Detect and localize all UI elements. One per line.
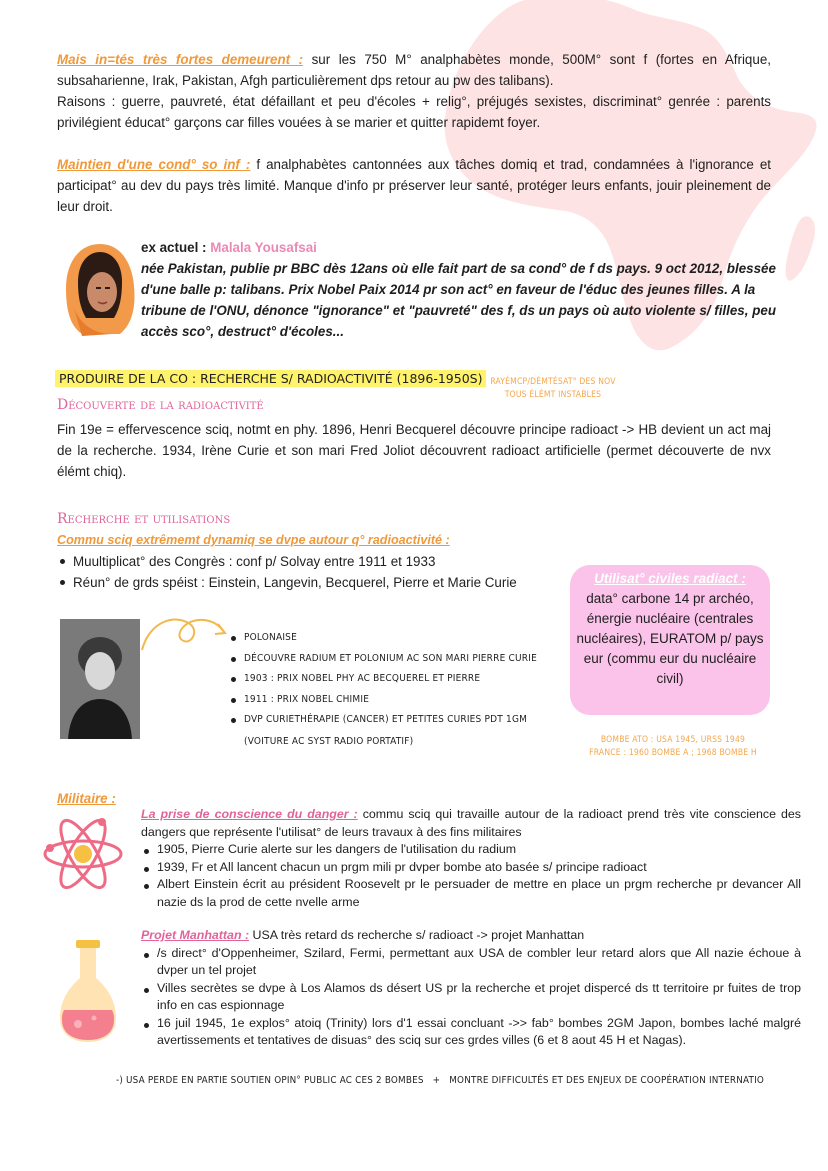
list-item: Albert Einstein écrit au président Roosevelt pr le persuader de mettre en place un prgm recherche pr devancer All nazie ds la prod de cette nvelle arme (141, 876, 801, 911)
list-item: /s direct° d'Oppenheimer, Szilard, Fermi, permettant aux USA de combler leur retard alors que All nazie échoue à dvper un tel projet (141, 945, 801, 980)
list-item: DVP CURIETHÉRAPIE (CANCER) ET PETITES CURIES PDT 1GM (228, 710, 568, 731)
atom-icon (40, 814, 126, 894)
military-heading-wrapper (57, 788, 116, 809)
inequalities-paragraph (57, 49, 771, 133)
bomb-note (588, 734, 758, 760)
side-note-line-1: RAYÉMCP/DÉMTÉSAT° DES NOV (490, 377, 616, 387)
inferior-condition-paragraph (57, 154, 771, 217)
list-item: 1939, Fr et All lancent chacun un prgm mili pr dvper bombe ato basée s/ principe radioact (141, 859, 801, 877)
inequalities-heading: Mais in=tés très fortes demeurent : (57, 52, 304, 67)
list-item: 1905, Pierre Curie alerte sur les dangers de l'utilisation du radium (141, 841, 801, 859)
inferior-condition-text: f analphabètes cantonnées aux tâches domiq et trad, condamnées à l'ignorance et participat° au dev du pays très limité. Manque d'info pr préserver leur santé, protéger leurs enfants, jouir pleinement de leur droit. (57, 157, 771, 214)
research-bullets (57, 551, 557, 593)
danger-awareness-bullets (141, 841, 801, 911)
malala-illustration (60, 238, 142, 338)
list-item: 16 juil 1945, 1e explos° atoiq (Trinity) lors d'1 essai concluant ->> fab° bombes 2GM Japon, bombes laché malgré avertissements et tentatives de disuas° des sciq sur ces grdes villes (6 et 8 aout 45 H et Nagas). (141, 1015, 801, 1050)
list-item: Réun° de grds spéist : Einstein, Langevin, Becquerel, Pierre et Marie Curie (57, 572, 557, 593)
research-subheading: Commu sciq extrêmemt dynamiq se dvpe autour q° radioactivité : (57, 533, 450, 547)
side-note-line-2: TOUS ÉLÉMT INSTABLES (504, 390, 602, 400)
list-item: 1903 : PRIX NOBEL PHY AC BECQUEREL ET PIERRE (228, 669, 568, 690)
discovery-text: Fin 19e = effervescence sciq, notmt en phy. 1896, Henri Becquerel découvre principe radioact -> HB devient un act maj de la recherche. 1934, Irène Curie et son mari Fred Joliot découvrent radioact artificielle (permet découverte de nvx élémt chiq). (57, 422, 771, 479)
bomb-note-line-1: BOMBE ATO : USA 1945, URSS 1949 (600, 735, 746, 745)
inferior-condition-heading: Maintien d'une cond° so inf : (57, 157, 251, 172)
danger-awareness-text: commu sciq qui travaille autour de la radioact prend très vite conscience des dangers que représente l'utilisat° de leurs travaux à des fins militaires (141, 807, 802, 839)
list-item: 1911 : PRIX NOBEL CHIMIE (228, 690, 568, 711)
section-title: PRODUIRE DE LA CO : RECHERCHE S/ RADIOACTIVITÉ (1896-1950S) (55, 370, 486, 387)
curie-bullets (228, 628, 568, 731)
reasons-text: Raisons : guerre, pauvreté, état défaillant et peu d'écoles + relig°, préjugés sexistes, discriminat° genrée : parents privilégient éducat° garçons car filles vouées à se marier et quitter rapidemt foyer. (57, 94, 771, 130)
flask-icon (56, 938, 120, 1046)
side-note (488, 376, 618, 402)
manhattan-block (141, 927, 801, 1050)
civil-uses-text: data° carbone 14 pr archéo, énergie nucléaire (centrales nucléaires), EURATOM p/ pays eur (commu eur du nucléaire civil) (576, 591, 764, 686)
manhattan-heading: Projet Manhattan : (141, 928, 250, 942)
example-label: ex actuel : (141, 240, 211, 255)
research-title: Recherche et utilisations (57, 511, 231, 527)
manhattan-bullets (141, 945, 801, 1050)
list-item: DÉCOUVRE RADIUM ET POLONIUM AC SON MARI PIERRE CURIE (228, 649, 568, 670)
list-item: Villes secrètes se dvpe à Los Alamos ds désert US pr la recherche et projet disperсé ds tt territoire pr fuites de trop info en cas espionnage (141, 980, 801, 1015)
civil-uses-box (570, 565, 770, 715)
danger-awareness-heading: La prise de conscience du danger : (141, 807, 358, 821)
section-title-wrapper (55, 368, 486, 389)
research-subheading-wrapper (57, 530, 450, 551)
danger-awareness-block (141, 806, 801, 911)
curie-bullet-continuation: (VOITURE AC SYST RADIO PORTATIF) (244, 736, 414, 747)
manhattan-text: USA très retard ds recherche s/ radioact -> projet Manhattan (249, 928, 585, 942)
conclusion-footer: -) USA PERDE EN PARTIE SOUTIEN OPIN° PUBLIC AC CES 2 BOMBES + MONTRE DIFFICULTÉS ET DES ENJEUX DE COOPÉRATION INTERNATIO (116, 1075, 765, 1086)
curly-arrow-icon (138, 610, 230, 654)
malala-name: Malala Yousafsai (210, 240, 317, 255)
malala-text: née Pakistan, publie pr BBC dès 12ans où elle fait part de sa cond° de f ds pays. 9 oct 2012, blessée d'une balle p: talibans. Prix Nobel Paix 2014 pr son act° en faveur de l'éduc des jeunes filles. A la tribune de l'ONU, dénonce "ignorance" et "pauvreté" des f, ds un pays où auto violente s/ filles, peu accès sco°, destruct° d'écoles... (141, 261, 776, 339)
list-item: POLONAISE (228, 628, 568, 649)
military-heading: Militaire : (57, 791, 116, 806)
malala-block (141, 237, 781, 342)
list-item: Muultiplicat° des Congrès : conf p/ Solvay entre 1911 et 1933 (57, 551, 557, 572)
marie-curie-photo (60, 619, 140, 739)
discovery-title: Découverte de la radioactivité (57, 397, 264, 413)
civil-uses-title: Utilisat° civiles radiact : (594, 571, 746, 586)
bomb-note-line-2: FRANCE : 1960 BOMBE A ; 1968 BOMBE H (589, 748, 757, 758)
inequalities-text: sur les 750 M° analphabètes monde, 500M° sont f (fortes en Afrique, subsaharienne, Irak, Pakistan, Afgh particulièrement dps retour au pw des talibans). (57, 52, 771, 88)
